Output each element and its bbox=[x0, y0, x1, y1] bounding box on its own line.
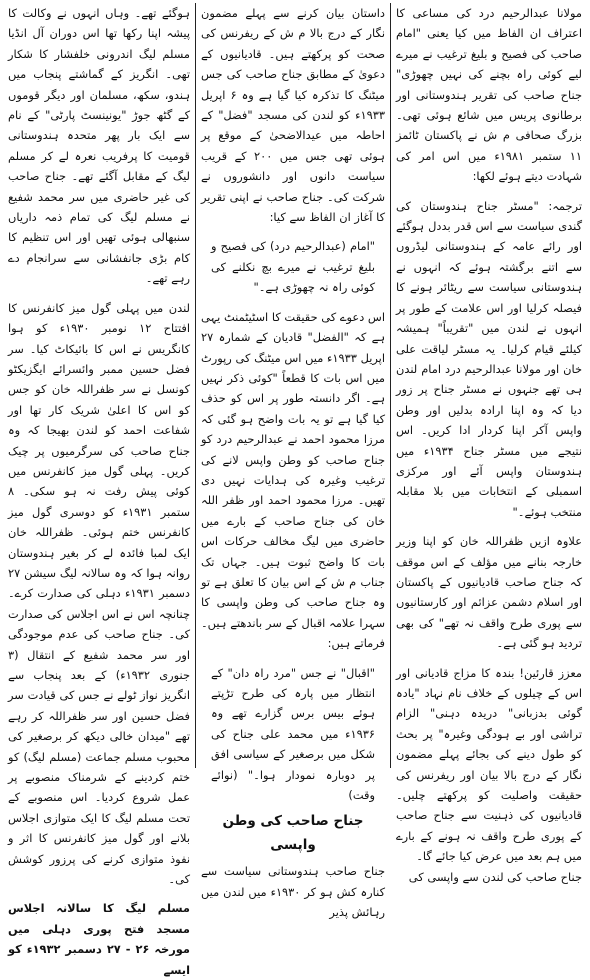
paragraph: ہوگئے تھے۔ وہاں انہوں نے وکالت کا پیشہ اپنا رکھا تھا اس دوران آل انڈیا مسلم لیگ اندرونی خلفشار کا شکار تھی۔ انگریز کے گماشتے پنجاب میں ہندو، سکھ، مسلمان اور دیگر قوموں کے گٹھ جوڑ "یونینسٹ پارٹی" کے نام سے ایک بار پھر متحدہ ہندوستانی قومیت کا پرفریب نعرہ لے کر مسلم لیگ کے مقابل آگئے تھے۔ جناح صاحب کی غیر حاضری میں سر محمد شفیع نے مسلم لیگ کی تمام ذمہ داریاں سنبھالی ہوئی تھیں اور اس تنظیم کا کام بڑی جانفشانی سے سرانجام دے رہے تھے۔ bbox=[8, 6, 190, 286]
quotation: "امام (عبدالرحیم درد) کی فصیح و بلیغ ترغیب نے میرے بچ نکلنے کی کوئی راہ نہ چھوڑی ہے۔" bbox=[211, 239, 375, 295]
column-middle bbox=[195, 3, 391, 920]
column-left bbox=[3, 3, 195, 977]
paragraph: جناح صاحب کی لندن سے واپسی کی bbox=[408, 869, 582, 884]
paragraph-gap bbox=[201, 298, 385, 307]
paragraph: لندن میں پہلی گول میز کانفرنس کا افتتاح ۱۲ نومبر ۱۹۳۰ء کو ہوا کانگریس نے اس کا بائیکاٹ کیا۔ سر فضل حسین ممبر وائسرائے ایگزیکٹو کونسل نے سر ظفراللہ خان کو جس کو اس کا اعلیٰ شریک کار تھا اور شفاعت احمد کو لندن بھیجا کہ وہ جناح صاحب کی سرگرمیوں پر چیک کریں۔ پہلی گول میز کانفرنس میں کوئی پیش رفت نہ ہو سکی۔ ۸ ستمبر ۱۹۳۱ء کو دوسری گول میز کانفرنس ختم ہوئی۔ ظفراللہ خان ایک لمبا فائدہ لے کر بغیر ہندوستان روانہ ہوا کہ وہ سالانہ لیگ سیشن ۲۷ دسمبر ۱۹۳۱ء دہلی کی صدارت کرے۔ چنانچہ اس نے اس اجلاس کی صدارت کی۔ جناح صاحب کی عدم موجودگی اور سر محمد شفیع کے انتقال (۳ جنوری ۱۹۳۲ء) کے بعد پنجاب سے انگریز نواز ٹولے نے جس کی قیادت سر فضل حسین اور سر ظفراللہ کر رہے تھے "میدان خالی دیکھ کر برصغیر کی محبوب مسلم جماعت (مسلم لیگ) کو ختم کردینے کے شرمناک منصوبے پر عمل شروع کردیا۔ اس منصوبے کے تحت مسلم لیگ کا ایک متوازی اجلاس بلانے اور گول میز کانفرنس کا اثر و نفوذ متوازی کرنے کی پرزور کوشش کی۔ bbox=[8, 300, 190, 887]
section-heading: جناح صاحب کی وطن واپسی bbox=[222, 813, 364, 854]
paragraph-gap bbox=[396, 187, 582, 196]
paragraph: معزز قارئین! بندہ کا مزاج قادیانی اور اس کے چیلوں کے خلاف نام نہاد "یادہ گوئی بدزبانی" دریدہ دہنی" الزام تراشی اور بے ہودگی وغیرہ" پر بحث کو طول دینے کی بجائے پہلے مضمون نگار کے درج بالا بیان اور ریفرنس کی حقیقت واصلیت کو پرکھتے چلیں۔ قادیانیوں کی ذہنیت سے جناح صاحب کے پوری طرح واقف نہ ہونے کے بارے میں ہم بعد میں عرض کیا جائے گا۔ bbox=[396, 665, 582, 864]
paragraph-gap bbox=[201, 654, 385, 663]
column-right bbox=[391, 3, 587, 884]
paragraph: جناح صاحب ہندوستانی سیاست سے کنارہ کش ہو کر ۱۹۳۰ء میں لندن میں رہائش پذیر bbox=[201, 864, 386, 920]
paragraph: داستان بیان کرنے سے پہلے مضمون نگار کے درج بالا م ش کے ریفرنس کی صحت کو پرکھتے ہیں۔ قادیانیوں کے دعویٰ کے مطابق جناح صاحب کی جس میٹنگ کا تذکرہ کیا گیا ہے وہ ۶ اپریل ۱۹۳۳ء کو لندن کی مسجد "فضل" کے احاطہ میں عیدالاضحیٰ کے موقع پر ہوئی تھی جس میں ۲۰۰ کے قریب سیاست دانوں اور دانشوروں نے شرکت کی۔ جناح صاحب نے اپنی تقریر کا آغاز ان الفاظ سے کیا: bbox=[201, 6, 385, 225]
paragraph-gap bbox=[396, 522, 582, 531]
paragraph-gap bbox=[8, 289, 190, 298]
paragraph-gap bbox=[396, 654, 582, 663]
paragraph-gap bbox=[8, 889, 190, 898]
paragraph: مولانا عبدالرحیم درد کی مساعی کا اعتراف ان الفاظ میں کیا یعنی "امام صاحب کی فصیح و بلیغ ترغیب نے میرے لیے کوئی راہ بچنے کی نہیں چھوڑی" جناح صاحب کی تقریر ہندوستانی اور برطانوی پریس میں شائع ہوئی تھی۔ بزرگ صحافی م ش نے پاکستان ٹائمز ۱۱ ستمبر ۱۹۸۱ء میں اس امر کی شہادت دیتے ہوئے لکھا: bbox=[396, 6, 582, 184]
paragraph: مسلم لیگ کا سالانہ اجلاس مسجد فتح پوری دہلی میں مورخہ ۲۶ - ۲۷ دسمبر ۱۹۳۲ء کو ایسے bbox=[8, 901, 190, 977]
translation-paragraph: ترجمہ: "مسٹر جناح ہندوستان کی گندی سیاست سے اس قدر بددل ہوگئے اور رائے عامہ کے ہندوستانی لیڈروں سے اتنے برگشتہ ہوئے کہ انہوں نے ہندوستانی سیاست سے ریٹائر ہونے کا فیصلہ کرلیا اور اس علامت کے طور پر انہوں نے لندن میں "تقریباً" ہمیشہ کیلئے قیام کرلیا۔ یہ مسٹر لیاقت علی خان اور مولانا عبدالرحیم درد امام لندن ہی تھے جنہوں نے مسٹر جناح پر زور دیا کہ وہ اپنا ارادہ بدلیں اور وطن واپس آکر اپنا کردار ادا کریں۔ اس نتیجے میں مسٹر جناح ۱۹۳۴ء میں ہندوستان واپس آئے اور مرکزی اسمبلی کے انتخابات میں بلا مقابلہ منتخب ہوئے۔" bbox=[396, 198, 582, 519]
quotation: "اقبال" نے جس "مرد راہ دان" کے انتظار میں پارہ کی طرح تڑپتے ہوئے بیس برس گزارے تھے وہ ۱۹۳۶ء میں محمد علی جناح کی شکل میں برصغیر کے سیاسی افق پر دوبارہ نمودار ہوا۔" (نوائے وقت) bbox=[211, 665, 375, 803]
paragraph: علاوہ ازیں ظفراللہ خان کو اپنا وزیر خارجہ بنانے میں مؤلف کے اس موقف کہ جناح صاحب قادیانیوں کے پاکستان اور اسلام دشمن عزائم اور کارستانیوں سے پوری طرح واقف نہ تھے" کی بھی تردید ہو گئی ہے۔ bbox=[396, 534, 582, 651]
paragraph-gap bbox=[201, 227, 385, 236]
paragraph: اس دعوے کی حقیقت کا اسٹیٹمنٹ یہی ہے کہ "الفضل" قادیان کے شمارہ ۲۷ اپریل ۱۹۳۳ء میں اس میٹنگ کی رپورٹ میں اس بات کا قطعاً "کوئی ذکر نہیں ہے۔ اگر دانستہ طور پر اس کو حذف کیا گیا ہے تو یہ بات واضح ہو گئی کہ مرزا محمود احمد نے عبدالرحیم درد کو جناح صاحب کو وطن واپس لانے کی ترغیب وغیرہ کی ہدایات نہیں دی تھیں۔ مرزا محمود احمد اور ظفر اللہ خان کی جناح صاحب کے بارے میں حاضری میں لیگ مخالف حرکات اس بات کا واضح ثبوت ہیں۔ جہاں تک جناب م ش کے اس بیان کا تعلق ہے تو وہ جناح صاحب کی وطن واپسی کا سہرا علامہ اقبال کے سر باندھتے ہیں۔ فرماتے ہیں: bbox=[201, 309, 385, 651]
